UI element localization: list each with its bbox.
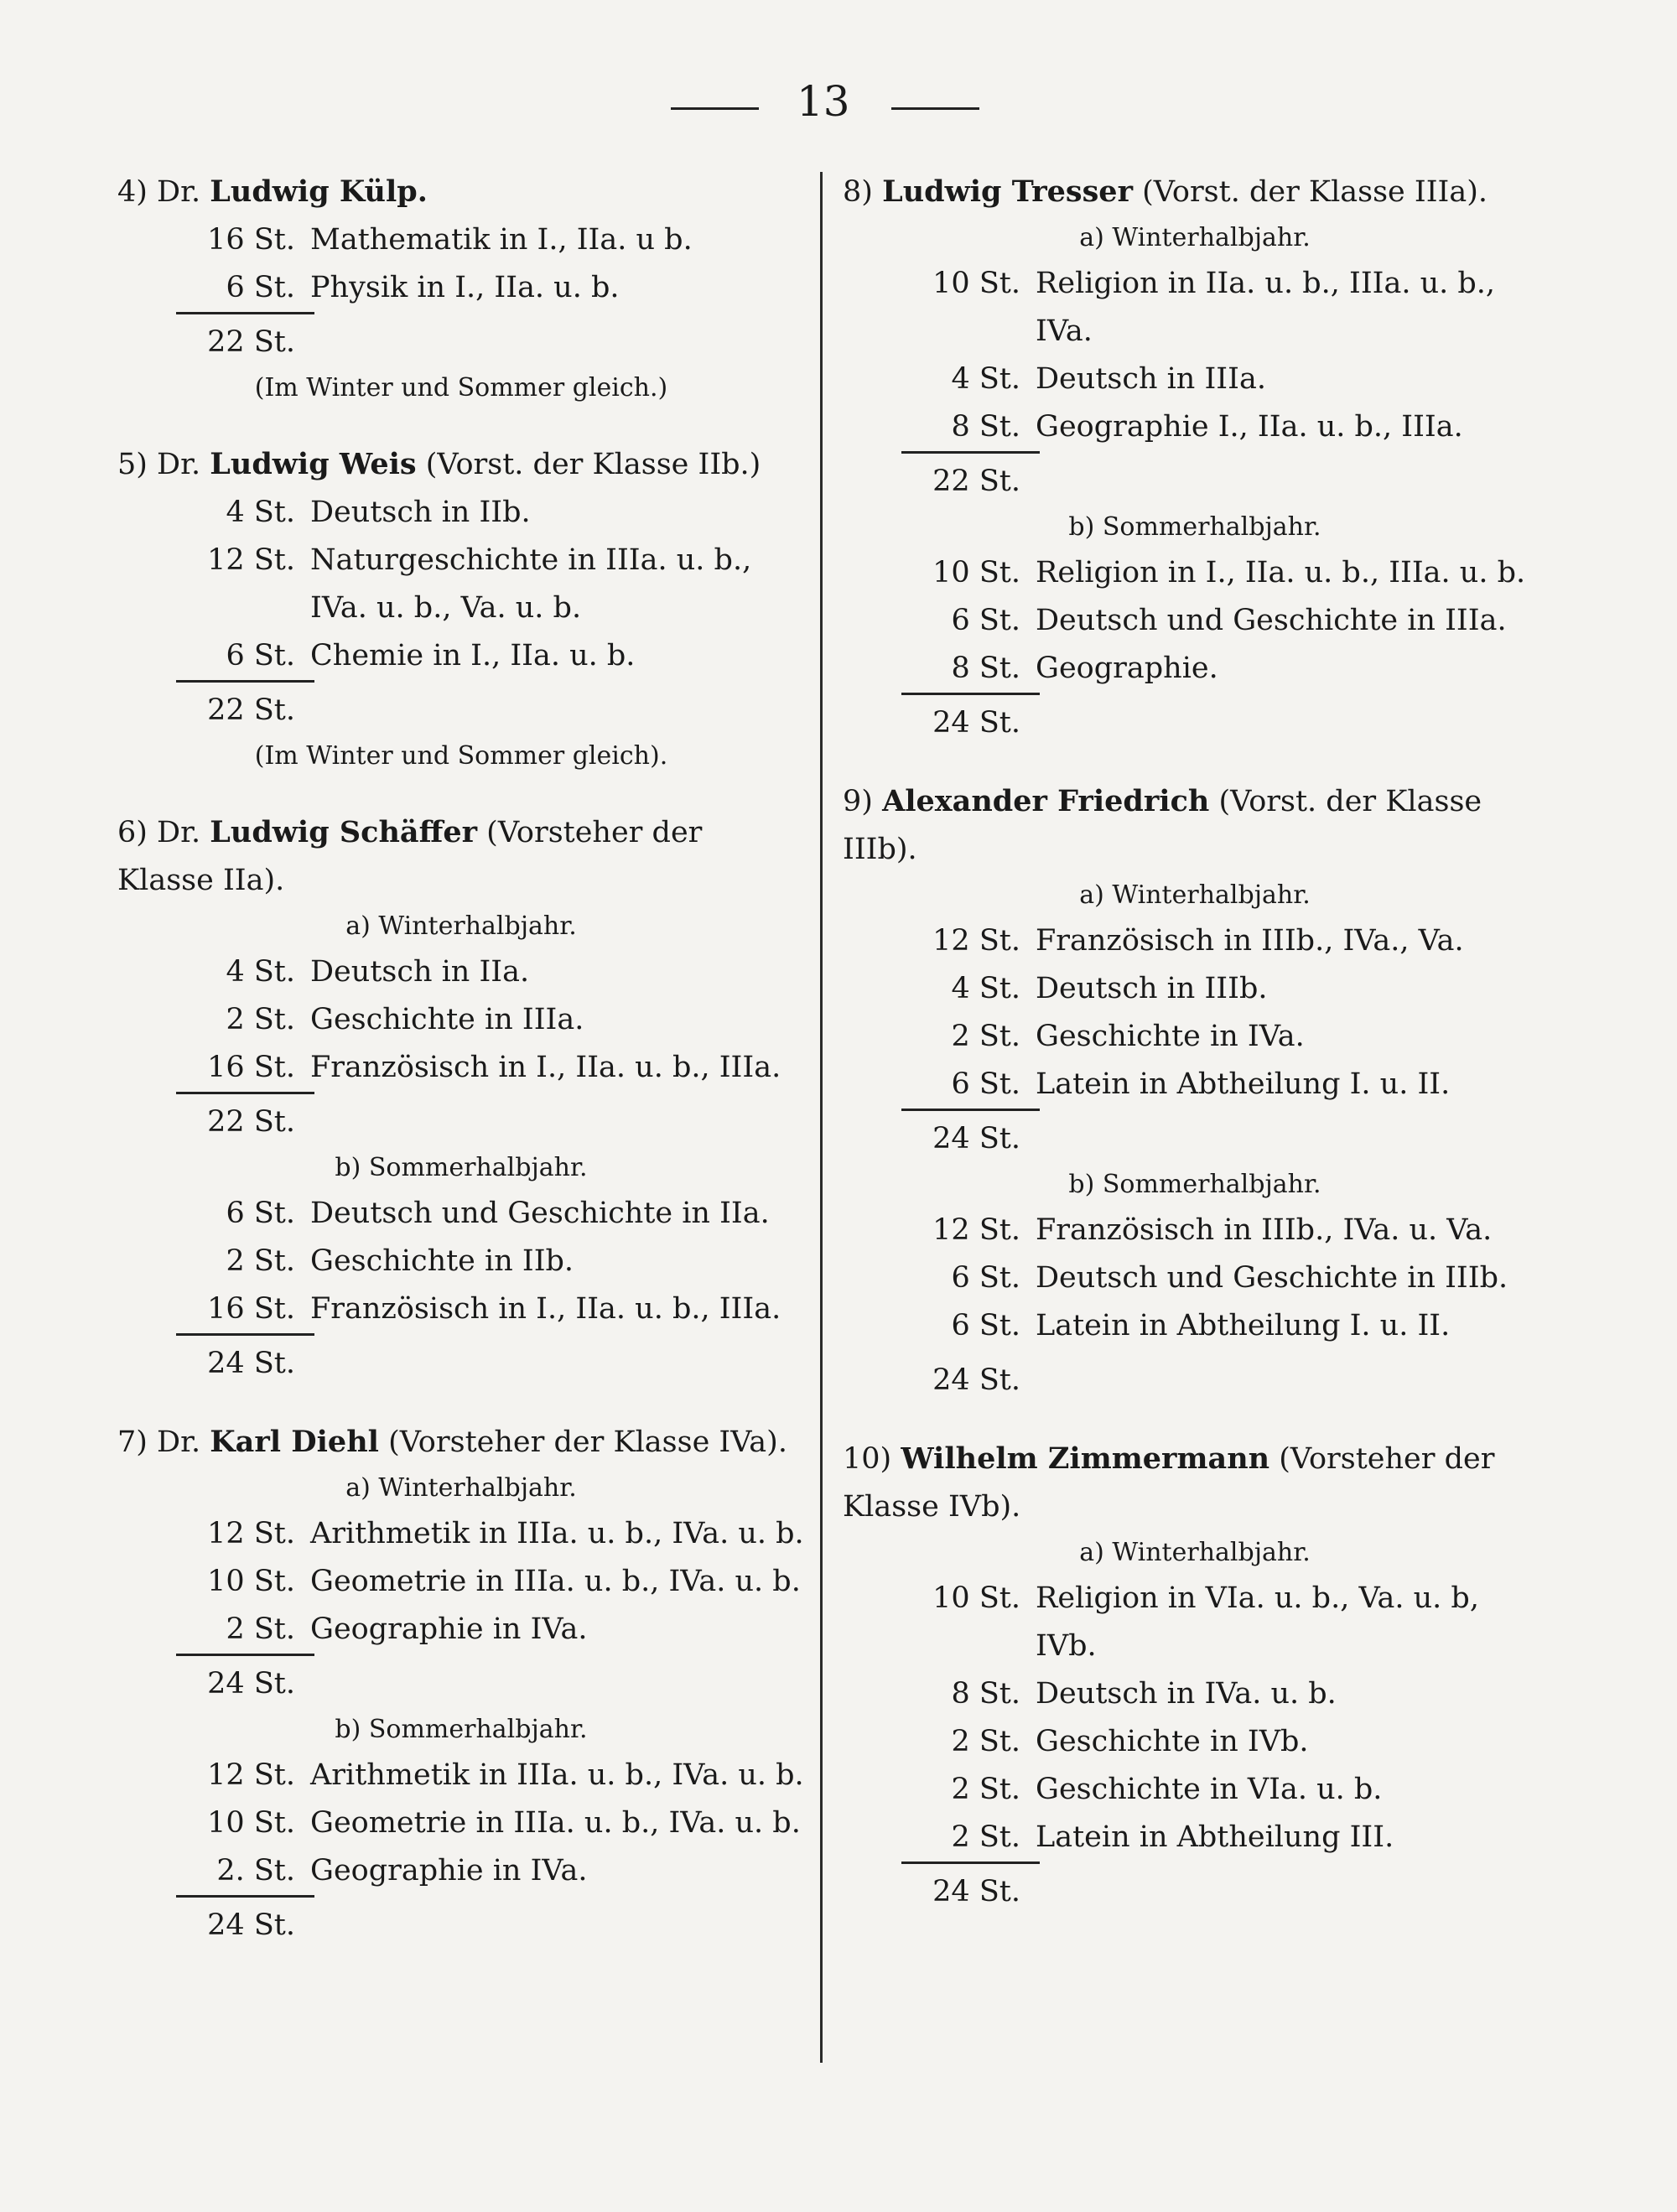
schedule-note: (Im Winter und Sommer gleich.) — [254, 373, 668, 402]
semester-heading: a) Winterhalbjahr. — [1079, 223, 1311, 252]
teacher-heading — [117, 168, 805, 216]
lesson-subject: Deutsch und Geschichte in IIIa. — [1036, 604, 1507, 637]
total-row — [843, 1109, 1547, 1163]
lesson-row — [843, 1670, 1547, 1718]
lesson-subject: Geschichte in IIIa. — [310, 1003, 584, 1036]
lesson-hours: 6 St. — [226, 1197, 295, 1230]
lesson-row — [117, 1606, 805, 1654]
lesson-subject: Geometrie in IIIa. u. b., IVa. u. b. — [310, 1806, 801, 1840]
lesson-row — [843, 1766, 1547, 1814]
lesson-hours: 12 St. — [207, 1517, 295, 1550]
total-row — [117, 680, 805, 735]
lesson-row — [117, 1799, 805, 1847]
lesson-row — [843, 356, 1547, 403]
total-row — [843, 693, 1547, 747]
teacher-heading — [843, 777, 1547, 874]
total-rule — [176, 1895, 314, 1898]
lesson-subject: Französisch in IIIb., IVa. u. Va. — [1036, 1213, 1493, 1247]
teacher-name: Ludwig Tresser — [882, 174, 1134, 209]
total-hours: 24 St. — [932, 1363, 1020, 1397]
lesson-row — [117, 264, 805, 312]
schedule-note: (Im Winter und Sommer gleich). — [254, 741, 668, 771]
total-rule — [901, 451, 1040, 454]
lesson-hours: 6 St. — [951, 604, 1020, 637]
total-hours: 24 St. — [932, 706, 1020, 740]
teacher-entry — [117, 168, 805, 410]
entry-number: 6) Dr. — [117, 816, 201, 849]
lesson-subject: Deutsch und Geschichte in IIIb. — [1036, 1261, 1508, 1295]
lesson-subject: Physik in I., IIa. u. b. — [310, 271, 620, 304]
total-row — [117, 1092, 805, 1146]
header-rule-right — [891, 107, 979, 110]
teacher-name: Ludwig Schäffer — [210, 815, 478, 849]
lesson-subject: Religion in IIa. u. b., IIIa. u. b., IVa. — [1036, 267, 1496, 348]
total-row — [843, 1350, 1547, 1405]
lesson-hours: 2 St. — [951, 1773, 1020, 1806]
lesson-row — [843, 965, 1547, 1013]
total-rule — [176, 312, 314, 314]
total-row — [117, 1333, 805, 1388]
lesson-hours: 2. St. — [216, 1854, 295, 1887]
entry-number: 8) — [843, 175, 873, 209]
total-rule — [176, 680, 314, 683]
total-rule — [176, 1092, 314, 1094]
lesson-hours: 16 St. — [207, 1051, 295, 1084]
lesson-row — [117, 1510, 805, 1558]
lesson-subject: Latein in Abtheilung III. — [1036, 1820, 1394, 1854]
semester-heading: b) Sommerhalbjahr. — [1068, 1170, 1321, 1199]
lesson-row — [117, 1044, 805, 1092]
lesson-hours: 2 St. — [951, 1820, 1020, 1854]
total-hours: 24 St. — [207, 1667, 295, 1701]
lesson-hours: 12 St. — [932, 1213, 1020, 1247]
semester-heading: b) Sommerhalbjahr. — [1068, 512, 1321, 542]
teacher-role: (Vorsteher der Klasse IIa). — [117, 816, 703, 897]
lesson-subject: Arithmetik in IIIa. u. b., IVa. u. b. — [310, 1758, 804, 1792]
lesson-hours: 4 St. — [226, 955, 295, 989]
lesson-hours: 2 St. — [226, 1612, 295, 1646]
entry-number: 5) Dr. — [117, 448, 201, 481]
teacher-role: (Vorsteher der Klasse IVb). — [843, 1442, 1495, 1524]
total-hours: 22 St. — [207, 693, 295, 727]
total-rule — [901, 693, 1040, 695]
lesson-subject: Latein in Abtheilung I. u. II. — [1036, 1067, 1451, 1101]
lesson-subject: Geographie in IVa. — [310, 1854, 588, 1887]
teacher-role: (Vorst. der Klasse IIb.) — [425, 448, 761, 481]
lesson-row — [843, 1254, 1547, 1302]
teacher-name: Alexander Friedrich — [882, 784, 1210, 818]
total-hours: 22 St. — [207, 325, 295, 359]
lesson-row — [843, 1302, 1547, 1350]
lesson-row — [117, 537, 805, 632]
teacher-entry — [843, 1435, 1547, 1916]
lesson-row — [843, 1575, 1547, 1670]
entry-number: 9) — [843, 785, 873, 818]
lesson-subject: Deutsch in IIIb. — [1036, 972, 1268, 1005]
lesson-row — [117, 948, 805, 996]
left-column — [117, 168, 805, 1980]
teacher-entry — [117, 808, 805, 1388]
lesson-hours: 12 St. — [932, 924, 1020, 958]
lesson-hours: 2 St. — [226, 1003, 295, 1036]
teacher-heading — [843, 168, 1547, 216]
lesson-hours: 2 St. — [951, 1725, 1020, 1758]
teacher-entry — [843, 168, 1547, 747]
teacher-name: Karl Diehl — [210, 1425, 379, 1459]
lesson-hours: 10 St. — [932, 556, 1020, 589]
header-rule-left — [671, 107, 759, 110]
teacher-heading — [117, 1418, 805, 1467]
lesson-hours: 12 St. — [207, 1758, 295, 1792]
lesson-subject: Geschichte in IVb. — [1036, 1725, 1309, 1758]
lesson-row — [843, 549, 1547, 597]
lesson-row — [117, 1190, 805, 1238]
teacher-entry — [843, 777, 1547, 1405]
lesson-row — [843, 1814, 1547, 1862]
entry-number: 7) Dr. — [117, 1425, 201, 1459]
lesson-hours: 6 St. — [951, 1261, 1020, 1295]
teacher-role: (Vorsteher der Klasse IVa). — [388, 1425, 787, 1459]
semester-heading: b) Sommerhalbjahr. — [335, 1153, 588, 1182]
teacher-heading — [117, 440, 805, 489]
total-hours: 24 St. — [207, 1908, 295, 1942]
lesson-subject: Geographie I., IIa. u. b., IIIa. — [1036, 410, 1463, 444]
lesson-hours: 4 St. — [951, 362, 1020, 396]
lesson-row — [117, 1558, 805, 1606]
lesson-row — [117, 489, 805, 537]
lesson-hours: 2 St. — [951, 1020, 1020, 1053]
total-rule — [901, 1862, 1040, 1864]
total-row — [117, 1654, 805, 1708]
lesson-row — [843, 645, 1547, 693]
entry-number: 4) Dr. — [117, 175, 201, 209]
lesson-hours: 8 St. — [951, 652, 1020, 685]
lesson-subject: Arithmetik in IIIa. u. b., IVa. u. b. — [310, 1517, 804, 1550]
lesson-hours: 6 St. — [226, 639, 295, 672]
total-row — [117, 1895, 805, 1950]
teacher-entry — [117, 1418, 805, 1950]
lesson-subject: Naturgeschichte in IIIa. u. b., IVa. u. b., Va. u. b. — [310, 543, 752, 625]
teacher-role: (Vorst. der Klasse IIIa). — [1142, 175, 1488, 209]
lesson-subject: Französisch in I., IIa. u. b., IIIa. — [310, 1051, 781, 1084]
lesson-hours: 16 St. — [207, 223, 295, 257]
semester-heading: a) Winterhalbjahr. — [345, 1473, 577, 1503]
total-hours: 24 St. — [932, 1875, 1020, 1908]
lesson-row — [843, 1061, 1547, 1109]
lesson-subject: Chemie in I., IIa. u. b. — [310, 639, 636, 672]
column-divider — [820, 172, 823, 2063]
total-rule — [176, 1333, 314, 1336]
teacher-name: Ludwig Weis — [210, 447, 417, 481]
lesson-hours: 8 St. — [951, 410, 1020, 444]
entry-number: 10) — [843, 1442, 892, 1476]
lesson-subject: Deutsch in IIb. — [310, 496, 531, 529]
lesson-row — [843, 1207, 1547, 1254]
lesson-subject: Geschichte in IIb. — [310, 1244, 574, 1278]
lesson-hours: 10 St. — [932, 1581, 1020, 1615]
lesson-subject: Mathematik in I., IIa. u b. — [310, 223, 693, 257]
lesson-hours: 10 St. — [207, 1806, 295, 1840]
total-hours: 24 St. — [932, 1122, 1020, 1155]
lesson-subject: Geometrie in IIIa. u. b., IVa. u. b. — [310, 1565, 801, 1598]
total-hours: 22 St. — [932, 465, 1020, 498]
lesson-row — [843, 917, 1547, 965]
teacher-heading — [117, 808, 805, 905]
total-row — [843, 1862, 1547, 1916]
page-number: 13 — [797, 77, 850, 126]
semester-heading: a) Winterhalbjahr. — [1079, 880, 1311, 910]
lesson-subject: Französisch in I., IIa. u. b., IIIa. — [310, 1292, 781, 1326]
total-hours: 24 St. — [207, 1347, 295, 1380]
page-header — [0, 77, 1677, 127]
lesson-hours: 2 St. — [226, 1244, 295, 1278]
lesson-hours: 4 St. — [951, 972, 1020, 1005]
lesson-hours: 16 St. — [207, 1292, 295, 1326]
teacher-name: Wilhelm Zimmermann — [901, 1441, 1270, 1476]
lesson-row — [117, 632, 805, 680]
lesson-subject: Religion in VIa. u. b., Va. u. b, IVb. — [1036, 1581, 1479, 1663]
lesson-hours: 4 St. — [226, 496, 295, 529]
teacher-entry — [117, 440, 805, 778]
lesson-row — [117, 216, 805, 264]
lesson-row — [843, 403, 1547, 451]
lesson-row — [117, 1847, 805, 1895]
lesson-row — [843, 1013, 1547, 1061]
lesson-subject: Deutsch in IIIa. — [1036, 362, 1266, 396]
lesson-row — [117, 996, 805, 1044]
lesson-hours: 8 St. — [951, 1677, 1020, 1711]
semester-heading: b) Sommerhalbjahr. — [335, 1715, 588, 1744]
lesson-subject: Geschichte in IVa. — [1036, 1020, 1305, 1053]
lesson-row — [843, 260, 1547, 356]
lesson-row — [117, 1238, 805, 1285]
lesson-hours: 6 St. — [951, 1309, 1020, 1342]
total-row — [843, 451, 1547, 506]
teacher-name: Ludwig Külp. — [210, 174, 428, 209]
total-row — [117, 312, 805, 366]
lesson-subject: Geographie in IVa. — [310, 1612, 588, 1646]
lesson-subject: Deutsch und Geschichte in IIa. — [310, 1197, 770, 1230]
semester-heading: a) Winterhalbjahr. — [1079, 1538, 1311, 1567]
lesson-hours: 6 St. — [226, 271, 295, 304]
lesson-subject: Latein in Abtheilung I. u. II. — [1036, 1309, 1451, 1342]
lesson-hours: 10 St. — [932, 267, 1020, 300]
lesson-subject: Deutsch in IIa. — [310, 955, 530, 989]
lesson-subject: Geographie. — [1036, 652, 1218, 685]
lesson-subject: Französisch in IIIb., IVa., Va. — [1036, 924, 1464, 958]
lesson-row — [117, 1285, 805, 1333]
lesson-hours: 12 St. — [207, 543, 295, 577]
lesson-row — [117, 1752, 805, 1799]
semester-heading: a) Winterhalbjahr. — [345, 911, 577, 941]
total-rule — [901, 1109, 1040, 1111]
lesson-row — [843, 1718, 1547, 1766]
total-rule — [176, 1654, 314, 1656]
teacher-role: (Vorst. der Klasse IIIb). — [843, 785, 1482, 866]
lesson-subject: Deutsch in IVa. u. b. — [1036, 1677, 1337, 1711]
lesson-subject: Religion in I., IIa. u. b., IIIa. u. b. — [1036, 556, 1526, 589]
right-column — [843, 168, 1547, 1946]
lesson-subject: Geschichte in VIa. u. b. — [1036, 1773, 1383, 1806]
lesson-hours: 10 St. — [207, 1565, 295, 1598]
lesson-row — [843, 597, 1547, 645]
teacher-heading — [843, 1435, 1547, 1531]
total-hours: 22 St. — [207, 1105, 295, 1139]
lesson-hours: 6 St. — [951, 1067, 1020, 1101]
